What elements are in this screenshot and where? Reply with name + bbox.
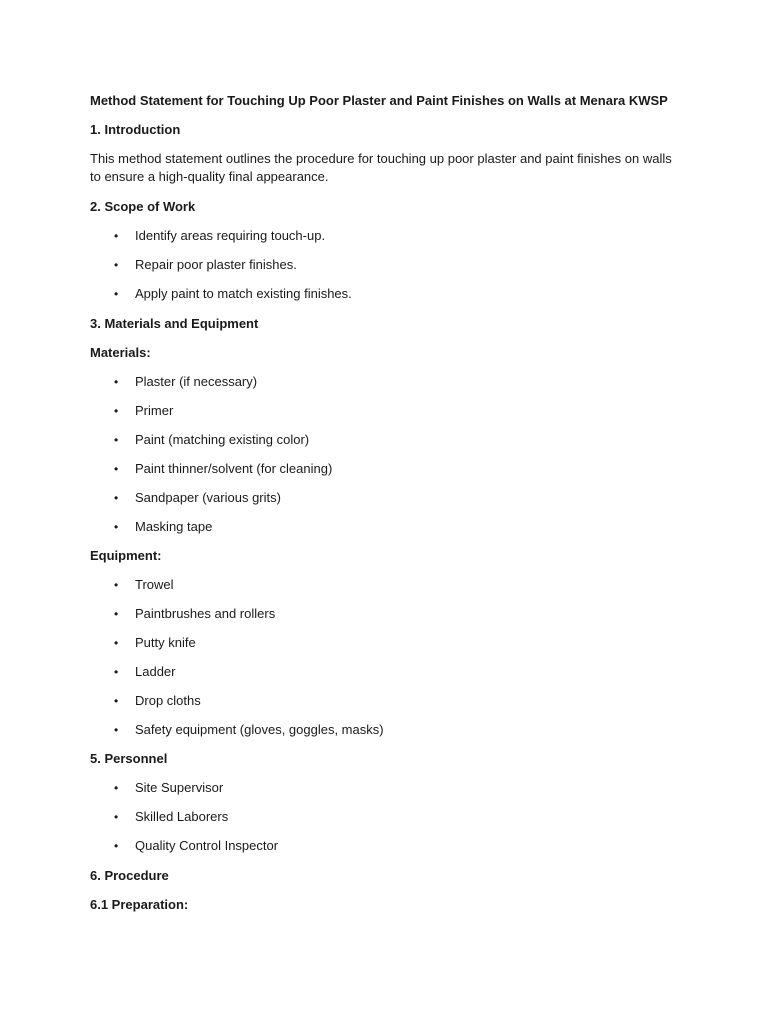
bullet-icon: •: [114, 578, 119, 592]
bullet-icon: •: [114, 839, 119, 853]
list-item-text: Repair poor plaster finishes.: [135, 257, 297, 272]
bullet-icon: •: [114, 520, 119, 534]
bullet-icon: •: [114, 433, 119, 447]
list-item-text: Putty knife: [135, 635, 196, 650]
section-heading-introduction: 1. Introduction: [90, 122, 181, 137]
bullet-icon: •: [114, 229, 119, 243]
bullet-icon: •: [114, 607, 119, 621]
list-item-text: Primer: [135, 403, 174, 418]
section-heading-procedure: 6. Procedure: [90, 868, 169, 883]
bullet-icon: •: [114, 665, 119, 679]
bullet-icon: •: [114, 810, 119, 824]
document-title: Method Statement for Touching Up Poor Plaster and Paint Finishes on Walls at Menara KWSP: [90, 93, 668, 108]
list-item-text: Skilled Laborers: [135, 809, 229, 824]
bullet-icon: •: [114, 258, 119, 272]
list-item-text: Apply paint to match existing finishes.: [135, 286, 352, 301]
list-item-text: Masking tape: [135, 519, 213, 534]
list-item-text: Drop cloths: [135, 693, 201, 708]
materials-label: Materials:: [90, 345, 151, 360]
bullet-icon: •: [114, 404, 119, 418]
list-item-text: Trowel: [135, 577, 174, 592]
bullet-icon: •: [114, 375, 119, 389]
bullet-icon: •: [114, 287, 119, 301]
section-heading-personnel: 5. Personnel: [90, 751, 168, 766]
subsection-heading-preparation: 6.1 Preparation:: [90, 897, 189, 912]
introduction-paragraph-line-1: This method statement outlines the procedure for touching up poor plaster and paint finishes on walls: [90, 151, 672, 166]
section-heading-materials-equipment: 3. Materials and Equipment: [90, 316, 259, 331]
bullet-icon: •: [114, 636, 119, 650]
list-item-text: Paint thinner/solvent (for cleaning): [135, 461, 333, 476]
list-item-text: Plaster (if necessary): [135, 374, 258, 389]
list-item-text: Quality Control Inspector: [135, 838, 279, 853]
list-item-text: Sandpaper (various grits): [135, 490, 281, 505]
introduction-paragraph-line-2: to ensure a high-quality final appearance.: [90, 169, 329, 184]
list-item-text: Identify areas requiring touch-up.: [135, 228, 326, 243]
list-item-text: Paint (matching existing color): [135, 432, 310, 447]
equipment-label: Equipment:: [90, 548, 162, 563]
section-heading-scope: 2. Scope of Work: [90, 199, 196, 214]
bullet-icon: •: [114, 781, 119, 795]
list-item-text: Paintbrushes and rollers: [135, 606, 276, 621]
bullet-icon: •: [114, 462, 119, 476]
bullet-icon: •: [114, 694, 119, 708]
bullet-icon: •: [114, 723, 119, 737]
bullet-icon: •: [114, 491, 119, 505]
list-item-text: Ladder: [135, 664, 176, 679]
list-item-text: Site Supervisor: [135, 780, 224, 795]
list-item-text: Safety equipment (gloves, goggles, masks): [135, 722, 384, 737]
